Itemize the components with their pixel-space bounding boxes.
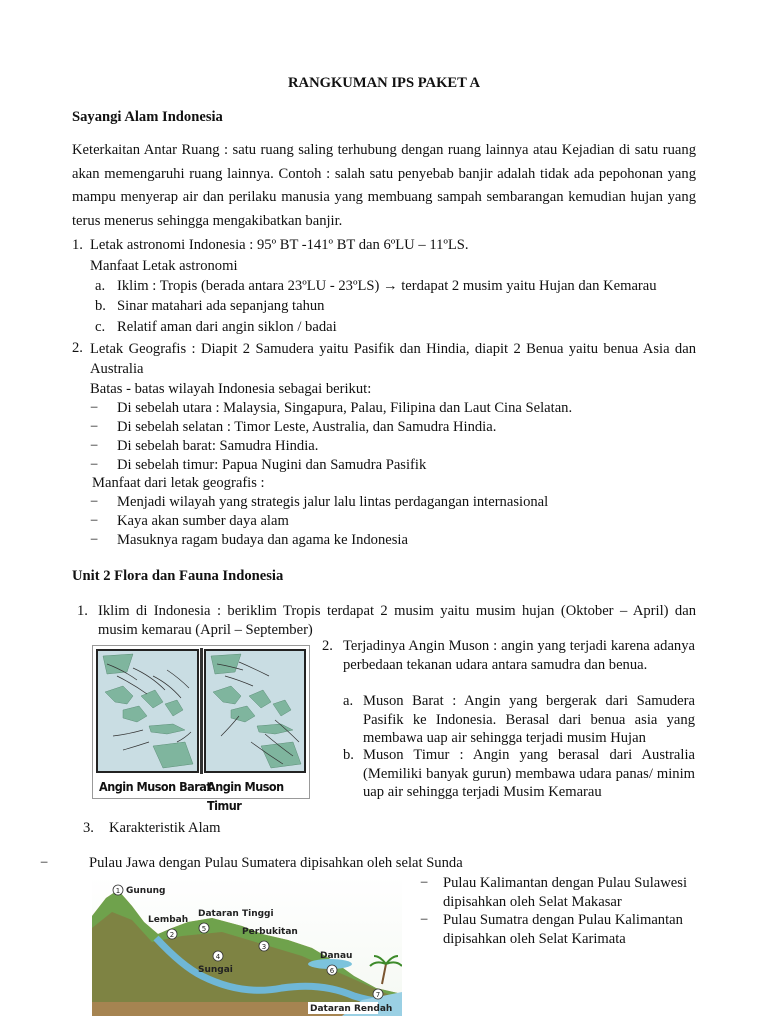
selat-sunda-text: Pulau Jawa dengan Pulau Sumatera dipisahkan oleh selat Sunda: [89, 855, 463, 871]
dash-bullet: −: [90, 532, 99, 548]
label-dataran-tinggi: Dataran Tinggi: [198, 909, 274, 919]
list-letter: b.: [343, 747, 354, 763]
landform-num: 4: [215, 953, 221, 961]
landform-image: [92, 876, 402, 1016]
list-letter: b.: [95, 298, 106, 314]
landform-num: 7: [375, 991, 381, 999]
dash-bullet: −: [40, 855, 49, 871]
landform-num: 2: [169, 931, 175, 939]
label-dataran-rendah: Dataran Rendah: [310, 1004, 393, 1014]
landform-num: 3: [261, 943, 267, 951]
list-number: 1.: [77, 603, 88, 619]
map-label-muson-barat: Angin Muson Barat: [99, 779, 212, 794]
section-heading-sayangi-alam: Sayangi Alam Indonesia: [72, 109, 223, 125]
dash-bullet: −: [90, 419, 99, 435]
dash-bullet: −: [90, 438, 99, 454]
manfaat-astronomi-label: Manfaat Letak astronomi: [90, 258, 238, 274]
monsoon-map-figure: [92, 645, 310, 813]
label-lembah: Lembah: [148, 915, 189, 925]
page-title: RANGKUMAN IPS PAKET A: [287, 75, 481, 91]
intro-paragraph: Keterkaitan Antar Ruang : satu ruang saling terhubung dengan ruang lainnya atau Kejadian di satu ruang akan memengaruhi ruang lainnya. Contoh : salah satu penyebab banjir adalah tidak ada pepohonan yang mampu menyerap air dan perilaku manusia yang membuang sampah sembarangan kemudian hujan yang terus menerus sehingga mengakibatkan banjir.: [72, 142, 696, 229]
list-letter: a.: [95, 278, 106, 294]
dash-bullet: −: [90, 494, 99, 510]
list-number: 3.: [83, 820, 94, 836]
section-heading-flora-fauna: Unit 2 Flora dan Fauna Indonesia: [72, 568, 284, 584]
letak-geografis-text: Letak Geografis : Diapit 2 Samudera yaitu Pasifik dan Hindia, diapit 2 Benua yaitu benua Asia dan Australia: [90, 341, 696, 377]
iklim-indonesia-text: Iklim di Indonesia : beriklim Tropis terdapat 2 musim yaitu musim hujan (Oktober – April) dan musim kemarau (April – September): [98, 603, 696, 638]
list-number: 2.: [322, 638, 333, 654]
selat-karimata-text: Pulau Sumatra dengan Pulau Kalimantan dipisahkan oleh Selat Karimata: [443, 912, 683, 947]
dash-bullet: −: [90, 513, 99, 529]
siklon-text: Relatif aman dari angin siklon / badai: [117, 319, 337, 335]
label-perbukitan: Perbukitan: [242, 927, 298, 937]
dash-bullet: −: [90, 457, 99, 473]
batas-wilayah-label: Batas - batas wilayah Indonesia sebagai berikut:: [90, 381, 372, 397]
angin-muson-text: Terjadinya Angin Muson : angin yang terjadi karena adanya perbedaan tekanan udara antara samudra dan benua.: [343, 638, 695, 673]
list-letter: a.: [343, 693, 354, 709]
landform-num: 1: [115, 887, 121, 895]
map-label-muson-timur: Angin Muson Timur: [207, 779, 284, 813]
iklim-tropis-text: Iklim : Tropis (berada antara 23ºLU - 23ºLS) → terdapat 2 musim yaitu Hujan dan Kemarau: [117, 278, 657, 294]
manfaat-geografis-label: Manfaat dari letak geografis :: [92, 475, 265, 491]
selat-makasar-text: Pulau Kalimantan dengan Pulau Sulawesi dipisahkan oleh Selat Makasar: [443, 875, 687, 910]
list-letter: c.: [95, 319, 106, 335]
muson-barat-text: Muson Barat : Angin yang bergerak dari Samudera Pasifik ke Indonesia. Berasal dari benua asia yang membawa uap air sehingga terjadi musim Hujan: [363, 693, 695, 746]
dash-bullet: −: [90, 400, 99, 416]
batas-item: Di sebelah barat: Samudra Hindia.: [117, 438, 319, 454]
batas-item: Di sebelah timur: Papua Nugini dan Samudra Pasifik: [117, 457, 427, 473]
manfaat-item: Masuknya ragam budaya dan agama ke Indonesia: [117, 532, 408, 548]
list-number: 1.: [72, 237, 83, 253]
karakteristik-alam-heading: Karakteristik Alam: [109, 820, 221, 836]
dash-bullet: −: [420, 875, 429, 891]
landform-num: 5: [201, 925, 207, 933]
batas-item: Di sebelah utara : Malaysia, Singapura, Palau, Filipina dan Laut Cina Selatan.: [117, 400, 573, 416]
label-gunung: Gunung: [126, 886, 166, 896]
manfaat-item: Menjadi wilayah yang strategis jalur lalu lintas perdagangan internasional: [117, 494, 549, 510]
sinar-matahari-text: Sinar matahari ada sepanjang tahun: [117, 298, 325, 314]
list-number: 2.: [72, 340, 83, 356]
batas-item: Di sebelah selatan : Timor Leste, Australia, dan Samudra Hindia.: [117, 419, 497, 435]
landform-num: 6: [329, 967, 335, 975]
label-sungai: Sungai: [198, 965, 233, 975]
dash-bullet: −: [420, 912, 429, 928]
landform-illustration: [92, 876, 402, 1016]
label-danau: Danau: [320, 951, 353, 961]
manfaat-item: Kaya akan sumber daya alam: [117, 513, 289, 529]
muson-timur-text: Muson Timur : Angin yang berasal dari Australia (Memiliki banyak gurun) membawa udara panas/ minim uap air sehingga terjadi Musim Kemarau: [363, 747, 695, 800]
letak-astronomi-text: Letak astronomi Indonesia : 95º BT -141º BT dan 6ºLU – 11ºLS.: [90, 237, 469, 253]
monsoon-map-image: [93, 646, 309, 798]
